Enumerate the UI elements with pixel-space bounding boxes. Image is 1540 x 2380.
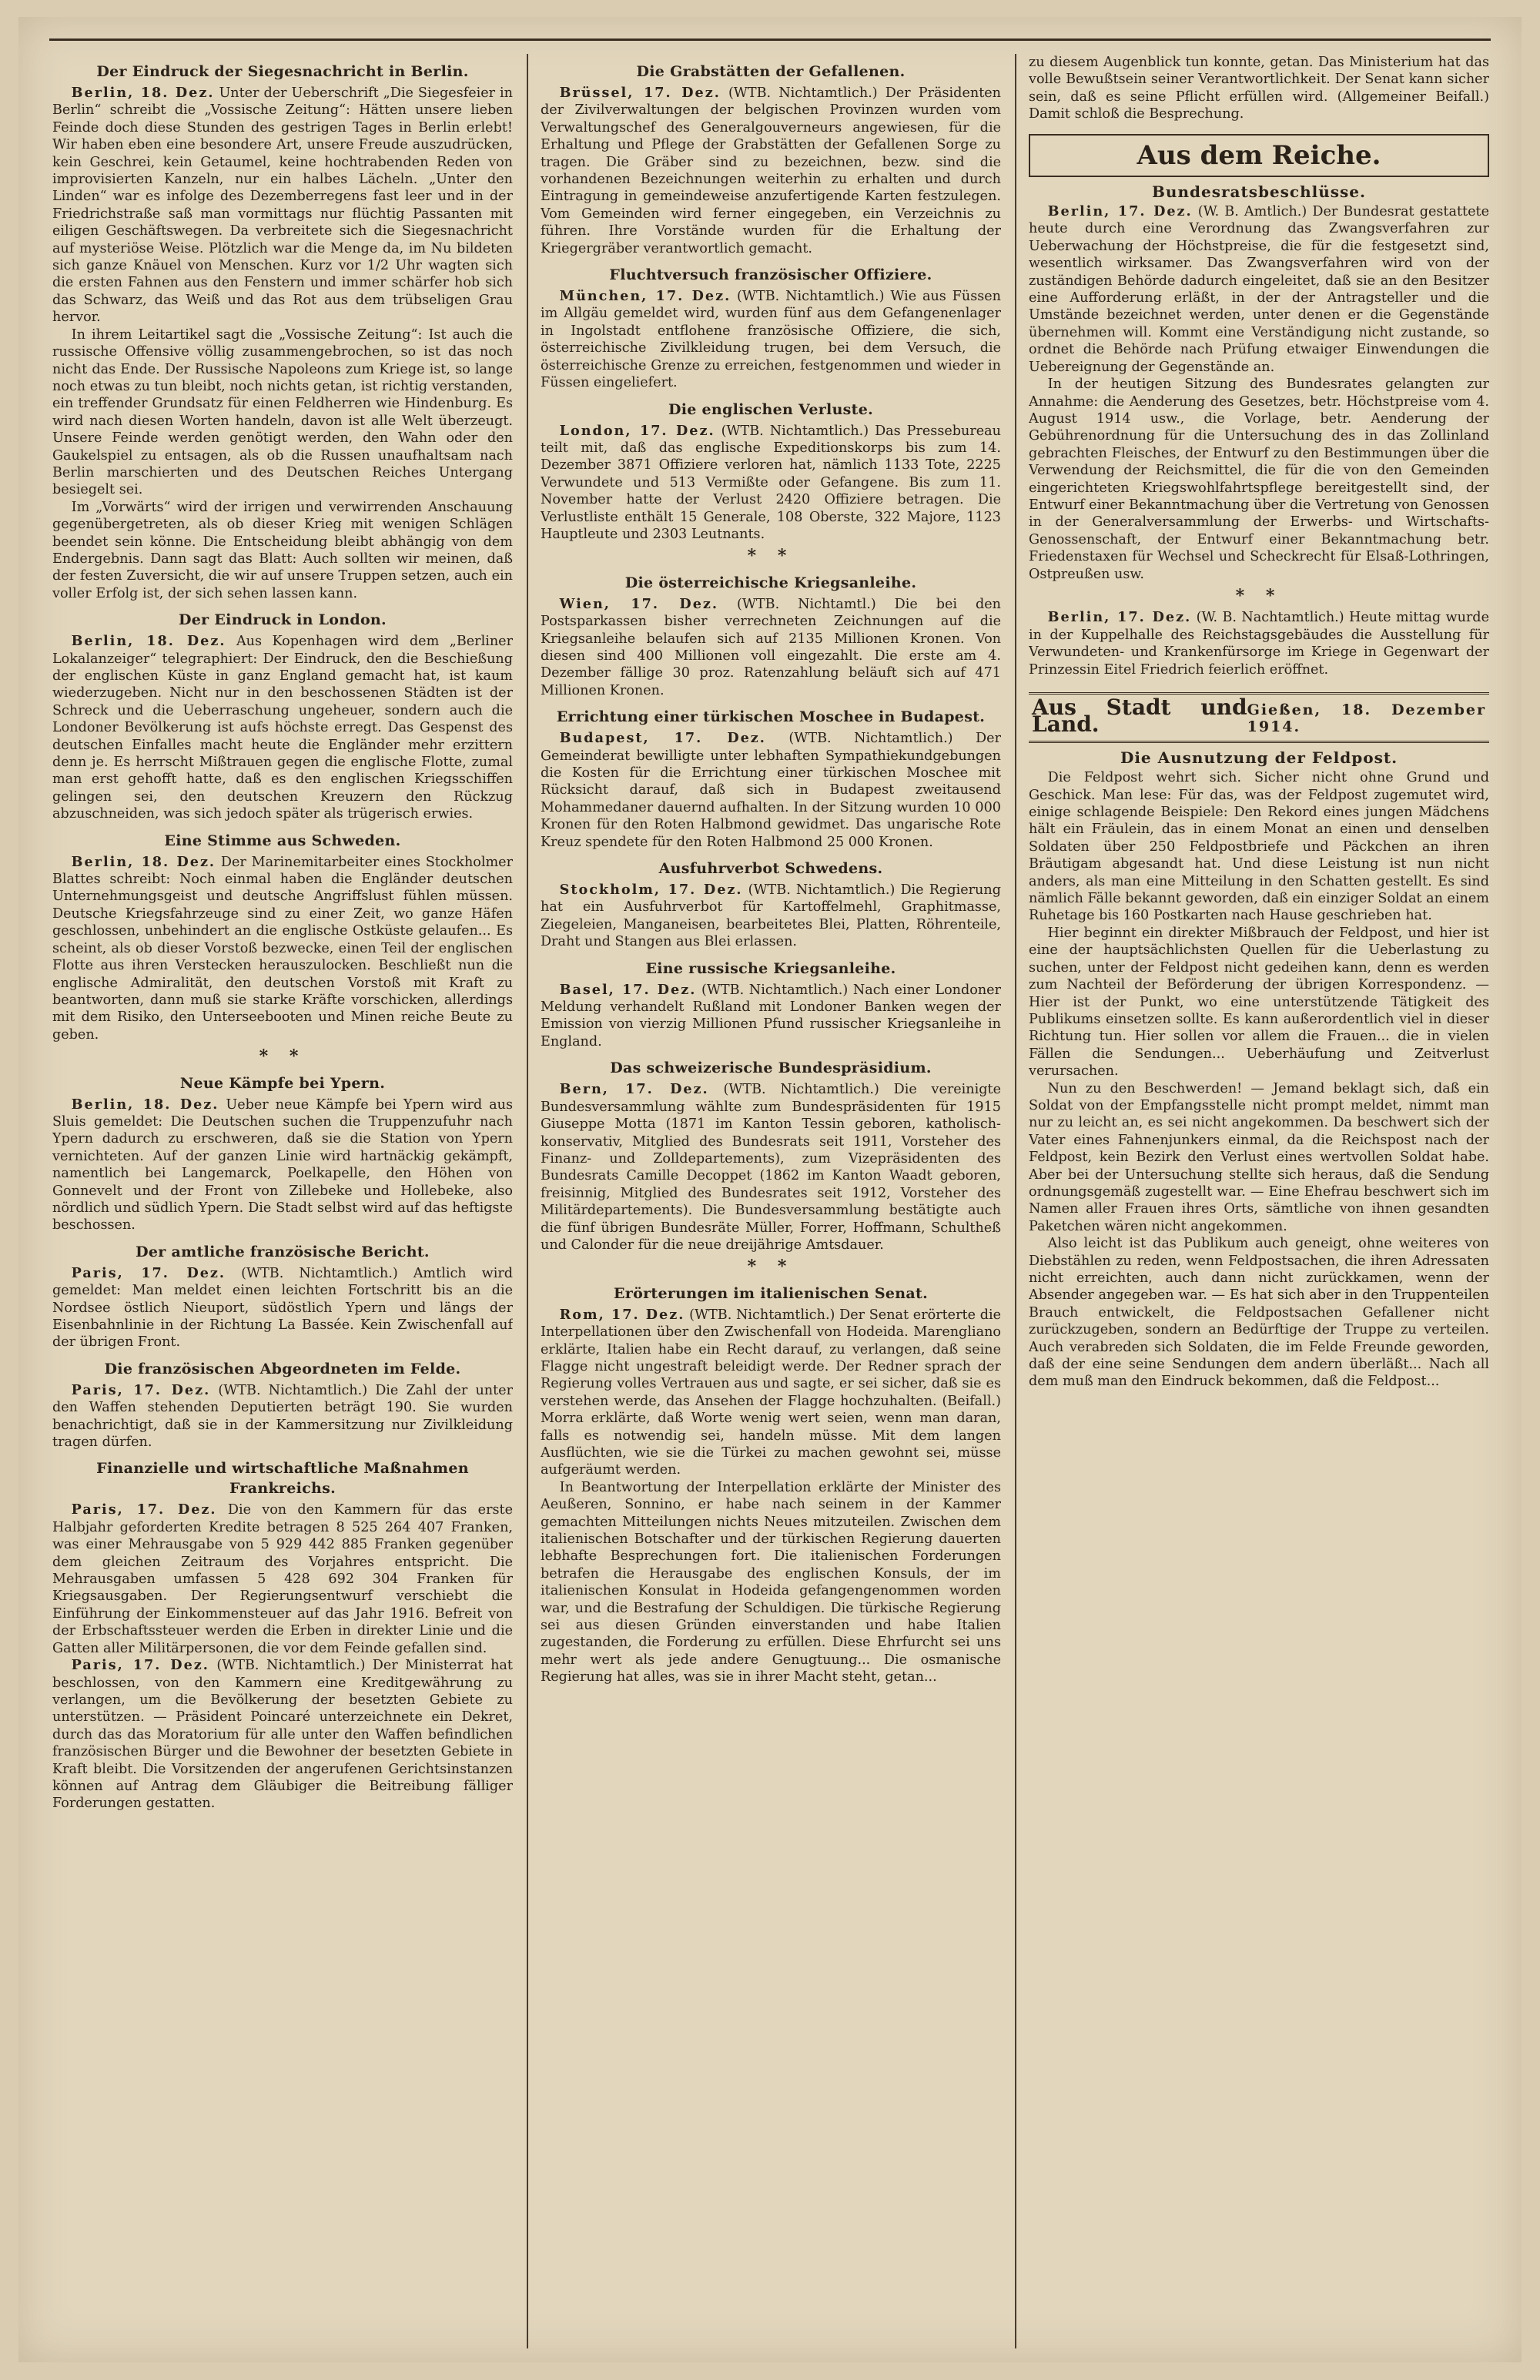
- column-divider: [527, 54, 528, 2348]
- article-body: [541, 85, 1001, 257]
- article-headline: Eine Stimme aus Schweden.: [164, 832, 401, 849]
- article-headline: Das schweizerische Bundespräsidium.: [610, 1059, 932, 1077]
- article-text: Die von den Kammern für das erste Halbjahr geforderten Kredite betragen 8 525 264 407 Franken, was einer Mehrausgabe von 5 929 442 885 Franken gegenüber dem gleichen Zeitraum des Vorjahres entspricht. Die Mehrausgaben umfassen 5 428 692 304 Franken für Kriegsausgaben. Der Regierungsentwurf verschiebt die Einführung der Einkommensteuer auf das Jahr 1916. Befreit von der Erbschaftssteuer werden die Erben in direkter Linie und die Gatten aller Militärpersonen, die vor dem Feinde gefallen sind.: [52, 1502, 513, 1656]
- article-text: (WTB. Nichtamtlich.) Nach einer Londoner Meldung verhandelt Rußland mit Londoner Banken wegen der Emission von vierzig Millionen Pfund russischer Kriegsanleihe in England.: [541, 982, 1001, 1049]
- article-text: (WTB. Nichtamtlich.) Das Pressebureau teilt mit, daß das englische Expeditionskorps bis zum 14. Dezember 3871 Offiziere verloren hat, nämlich 1133 Tote, 2225 Verwundete und 513 Vermißte oder Gefangene. Bis zum 11. November hatte der Verlust 2420 Offiziere betragen. Die Verlustliste enthält 15 Generale, 108 Oberste, 322 Majore, 1123 Hauptleute und 2303 Leutnants.: [541, 423, 1001, 542]
- dateline: Rom, 17. Dez.: [559, 1306, 685, 1323]
- article-body: [52, 1657, 513, 1813]
- article-body: zu diesem Augenblick tun konnte, getan. Das Ministerium hat das volle Bewußtsein seiner Verantwortlichkeit. Der Senat kann sicher sein, daß es seine Pflicht erfüllen wird. (Allgemeiner Beifall.) Damit schloß die Besprechung.: [1029, 55, 1489, 122]
- dateline: Wien, 17. Dez.: [559, 595, 718, 612]
- article-text: (WTB. Nichtamtlich.) Der Ministerrat hat beschlossen, von den Kammern eine Kreditgewährung zu verlangen, um die Bevölkerung der besetzten Gebiete zu unterstützen. — Präsident Poincaré unterzeichnete ein Dekret, durch das das Moratorium für alle unter den Waffen befindlichen französischen Bürger und die Bewohner der besetzten Gebiete in Kraft bleibt. Die Vorsitzenden der angerufenen Gerichtsinstanzen können auf Antrag dem Gläubiger die Beitreibung fälliger Forderungen gestatten.: [52, 1658, 513, 1812]
- dateline: Berlin, 18. Dez.: [71, 1096, 219, 1113]
- article-text: (WTB. Nichtamtlich.) Wie aus Füssen im Allgäu gemeldet wird, wurden fünf aus dem Gefangenenlager in Ingolstadt entflohene französische Offiziere, die sich, österreichische Zivilkleidung trugen, bei dem Versuch, die österreichische Grenze zu erreichen, festgenommen und wieder in Füssen eingeliefert.: [541, 289, 1001, 391]
- article-body: [52, 633, 513, 822]
- dateline: Berlin, 18. Dez.: [71, 853, 216, 870]
- article-body: [541, 423, 1001, 544]
- article-body: Also leicht ist das Publikum auch geneigt, ohne weiteres von Diebstählen zu reden, wenn Feldpostsachen, die ihren Adressaten nicht erreichten, auch dann nicht zurückkamen, wenn der Absender angegeben war. — Es hat sich aber in den Truppenteilen Brauch entwickelt, die Feldpostsachen Gefallener nicht zurückzugeben, sondern an Bedürftige der Truppe zu verteilen. Auch verabreden sich Soldaten, die im Felde Freunde geworden, daß der eine seine Sendungen dem andern überläßt... Nach all dem muß man den Eindruck bekommen, daß die Feldpost...: [1029, 1236, 1489, 1390]
- article-headline: Eine russische Kriegsanleihe.: [645, 959, 896, 977]
- article-text: (W. B. Nachtamtlich.) Heute mittag wurde in der Kuppelhalle des Reichstagsgebäudes die Ausstellung für Verwundeten- und Krankenfürsorge im Kriege in Gegenwart der Prinzessin Eitel Friedrich feierlich eröffnet.: [1029, 610, 1489, 678]
- article-text: (WTB. Nichtamtlich.) Die Zahl der unter den Waffen stehenden Deputierten beträgt 190. Sie wurden benachrichtigt, daß sie in der Kammersitzung nur Zivilkleidung tragen dürfen.: [52, 1382, 513, 1451]
- dateline: Stockholm, 17. Dez.: [559, 882, 743, 899]
- section-title-stadt: Aus Stadt und Land.: [1032, 695, 1247, 738]
- article-headline: Neue Kämpfe bei Ypern.: [179, 1074, 386, 1092]
- article-headline: Ausfuhrverbot Schwedens.: [658, 860, 883, 878]
- article-body: Nun zu den Beschwerden! — Jemand beklagt sich, daß ein Soldat von der Empfangsstelle nicht prompt meldet, nimmt man nur zu leicht an, es sei nicht angekommen. Da beschwert sich der Vater eines Fahnenjunkers einmal, da die Reichspost nach der Feldpost, kein Bezirk den Verlust eines wertvollen Soldat habe. Aber bei der Untersuchung stellte sich heraus, daß die Sendung ordnungsgemäß zugestellt war. — Eine Ehefrau beschwert sich im Namen aller Frauen ihres Orts, sämtliche von ihnen gesandten Paketchen wären nicht angekommen.: [1029, 1080, 1489, 1234]
- article-text: (WTB. Nichtamtl.) Die bei den Postsparkassen bisher verrechneten Zeichnungen auf die Kriegsanleihe belaufen sich auf 2135 Millionen Kronen. Von diesen sind 400 Millionen voll eingezahlt. Die erste am 4. Dezember fällige 30 proz. Ratenzahlung beläuft sich auf 471 Millionen Kronen.: [541, 596, 1001, 698]
- article-headline: Der Eindruck in London.: [179, 611, 387, 629]
- article-body: [541, 1307, 1001, 1479]
- article-headline: Finanzielle und wirtschaftliche Maßnahmen Frankreichs.: [96, 1460, 469, 1498]
- article-body: [52, 85, 513, 326]
- dateline: Paris, 17. Dez.: [71, 1657, 209, 1674]
- dateline: Berlin, 17. Dez.: [1047, 609, 1192, 626]
- article-headline: Die französischen Abgeordneten im Felde.: [104, 1360, 461, 1377]
- column-divider: [1015, 54, 1016, 2348]
- article-body: In Beantwortung der Interpellation erklärte der Minister des Aeußeren, Sonnino, er habe nach seinem in der Kammer gemachten Mitteilungen nichts Neues mitzuteilen. Zwischen dem italienischen Botschafter und der türkischen Regierung dauerten lebhafte Besprechungen fort. Die italienischen Forderungen betrafen die Herausgabe des englischen Konsuls, der im italienischen Konsulat in Hodeida gefangengenommen worden war, und die Bestrafung der Schuldigen. Die türkische Regierung sei aus diesen Gründen einverstanden und habe Italien zugestanden, die Forderung zu erfüllen. Diese Ehrfurcht sei uns mehr wert als jede andere Genugtuung... Die osmanische Regierung hat alles, was sie in ihrer Macht steht, getan...: [541, 1479, 1001, 1685]
- article-text: Aus Kopenhagen wird dem „Berliner Lokalanzeiger“ telegraphiert: Der Eindruck, den die Beschießung der englischen Küste in ganz England gemacht hat, ist kaum wiederzugeben. Nicht nur in den beschossenen Städten ist der Schreck und die Ueberraschung ungeheuer, sondern auch die Londoner Bevölkerung ist aufs höchste erregt. Das Gespenst des deutschen Einfalles macht heute die Engländer mehr erzittern denn je. Es herrscht Mißtrauen gegen die englische Flotte, zumal man erst gehofft hatte, daß es den englischen Kriegsschiffen gelingen sei, den deutschen Kreuzern den Rückzug abzuschneiden, was sich jedoch später als trügerisch erwies.: [52, 634, 513, 822]
- dateline: München, 17. Dez.: [559, 288, 732, 305]
- article-body: [52, 1501, 513, 1657]
- separator-stars: * *: [259, 1046, 306, 1067]
- article-body: Im „Vorwärts“ wird der irrigen und verwirrenden Anschauung gegenübergetreten, als ob dieser Krieg mit wenigen Schlägen beendet sein könne. Die Entscheidung bleibt abhängig von dem Endergebnis. Dann sagt das Blatt: Auch sollten wir meinen, daß der festen Zuversicht, die wir auf unsere Truppen setzen, auch ein voller Erfolg ist, der sich sehen lassen kann.: [52, 499, 513, 601]
- article-headline: Erörterungen im italienischen Senat.: [614, 1284, 928, 1302]
- article-text: (W. B. Amtlich.) Der Bundesrat gestattete heute durch eine Verordnung das Zwangsverfahren zur Ueberwachung der Höchstpreise, die für die festgesetzt sind, wesentlich wirksamer. Das Zwangsverfahren wird von der zuständigen Behörde dadurch eingeleitet, daß sie an den Besitzer eine Aufforderung erläßt, in der der Antragsteller und die Umstände bezeichnet werden, unter denen er die Gegenstände übernehmen will. Kommt eine Verständigung nicht zustande, so ordnet die Behörde nach Prüfung etwaiger Einwendungen die Uebereignung der Gegenstände an.: [1029, 204, 1489, 375]
- article-headline: Bundesratsbeschlüsse.: [1152, 182, 1366, 201]
- article-headline: Fluchtversuch französischer Offiziere.: [609, 266, 932, 284]
- article-text: (WTB. Nichtamtlich.) Amtlich wird gemeldet: Man meldet einen leichten Fortschritt bis an die Nordsee östlich Nieuport, südöstlich Ypern und längs der Eisenbahnlinie in der Richtung La Bassée. Kein Zwischenfall auf der übrigen Front.: [52, 1265, 513, 1351]
- separator-stars: * *: [747, 1257, 795, 1277]
- article-body: [541, 1081, 1001, 1254]
- column-2: [541, 54, 1001, 2348]
- dateline: Bern, 17. Dez.: [559, 1081, 709, 1098]
- section-bar-stadt: [1029, 692, 1489, 743]
- separator-stars: * *: [1235, 585, 1283, 606]
- dateline: Paris, 17. Dez.: [71, 1264, 226, 1281]
- article-body: [52, 1265, 513, 1351]
- article-text: (WTB. Nichtamtlich.) Die vereinigte Bundesversammlung wählte zum Bundespräsidenten für 1915 Giuseppe Motta (1871 im Kanton Tessin geboren, katholisch-konservativ, Mitglied des Bundesrats seit 1911, Vorsteher des Finanz- und Zolldepartements), zum Vizepräsidenten des Bundesrats Camille Decoppet (1862 im Kanton Waadt geboren, freisinnig, Mitglied des Bundesrates seit 1912, Vorsteher des Militärdepartements). Die Bundesversammlung bestätigte auch die fünf übrigen Bundesräte Müller, Forrer, Hoffmann, Schultheß und Calonder für die neue dreijährige Amtsdauer.: [541, 1082, 1001, 1253]
- dateline: Basel, 17. Dez.: [559, 981, 697, 998]
- article-text: (WTB. Nichtamtlich.) Der Senat erörterte die Interpellationen über den Zwischenfall von Hodeida. Marengliano erklärte, Italien habe ein Recht darauf, zu verlangen, daß seine Flagge nicht ungestraft beleidigt werde. Der Redner sprach der Regierung volles Vertrauen aus und sagte, er sei sicher, daß sie es verstehen werde, das Ansehen der Flagge hochzuhalten. (Beifall.) Morra erklärte, daß Worte wenig wert seien, wenn man daran, falls es notwendig sei, handeln müsse. Mit dem langen Ausflüchten, wie sie die Türkei zu machen gewohnt sei, müsse aufgeräumt werden.: [541, 1307, 1001, 1478]
- article-headline: Der amtliche französische Bericht.: [136, 1243, 430, 1260]
- top-rule: [49, 38, 1491, 41]
- article-headline: Errichtung einer türkischen Moschee in Budapest.: [556, 708, 986, 726]
- article-body: [52, 1096, 513, 1234]
- article-text: Unter der Ueberschrift „Die Siegesfeier in Berlin“ schreibt die „Vossische Zeitung“: Hätten unsere lieben Feinde doch diese Stunden des gestrigen Tages in Berlin erlebt! Wir haben eben eine besondere Art, unsere Freude auszudrücken, kein Geschrei, kein Getaumel, keine hochtrabenden Reden von improvisierten Kanzeln, nur ein halbes Lächeln. „Unter den Linden“ war es infolge des Dezemberregens fast leer und in der Friedrichstraße saß man vormittags nur flüchtig Passanten mit eiligen Geschäftswegen. Da verbreitete sich die Siegesnachricht auf mysteriöse Weise. Plötzlich war die Menge da, im Nu bildeten sich ganze Knäuel von Menschen. Kurz vor 1/2 Uhr wagten sich die ersten Fahnen aus den Fenstern und immer schärfer hob sich das Schwarz, das Weiß und das Rot aus dem trübseligen Grau hervor.: [52, 85, 513, 326]
- article-body: [541, 596, 1001, 699]
- article-headline: Die österreichische Kriegsanleihe.: [624, 574, 917, 591]
- article-headline: Der Eindruck der Siegesnachricht in Berlin.: [96, 63, 469, 80]
- article-body: [1029, 609, 1489, 678]
- dateline: Budapest, 17. Dez.: [559, 730, 766, 747]
- dateline: Brüssel, 17. Dez.: [559, 85, 721, 101]
- article-body: [1029, 203, 1489, 376]
- dateline: Paris, 17. Dez.: [71, 1381, 211, 1398]
- dateline: Berlin, 17. Dez.: [1047, 203, 1193, 220]
- article-text: Der Marinemitarbeiter eines Stockholmer Blattes schreibt: Noch einmal haben die Engländer deutschen Unternehmungsgeist und deutsche Angriffslust fühlen müssen. Deutsche Kriegsfahrzeuge sind zu einer Zeit, wo ganze Häfen geschlossen, unbehindert an die englische Ostküste gelaufen... Es scheint, als ob dieser Vorstoß bezwecke, einen Teil der englischen Flotte aus ihren Verstecken herauszulocken. Beschließt nun die englische Admiralität, den deutschen Vorstoß mit Kraft zu beantworten, dann muß sie starke Kräfte vorschicken, allerdings mit dem Risiko, den Unterseebooten und Minen reiche Beute zu geben.: [52, 854, 513, 1043]
- section-date: Gießen, 18. Dezember 1914.: [1247, 701, 1486, 736]
- article-text: (WTB. Nichtamtlich.) Der Gemeinderat bewilligte unter lebhaften Sympathiekundgebungen die Kosten für die Errichtung einer türkischen Moschee mit Rücksicht darauf, daß sich in Budapest zweitausend Mohammedaner dauernd aufhalten. In der Sitzung wurden 10 000 Kronen für den Roten Halbmond gewidmet. Das ungarische Rote Kreuz spendete für den Roten Halbmond 25 000 Kronen.: [541, 731, 1001, 850]
- article-body: [541, 982, 1001, 1051]
- dateline: Paris, 17. Dez.: [71, 1501, 217, 1518]
- article-body: [541, 882, 1001, 951]
- article-body: In ihrem Leitartikel sagt die „Vossische Zeitung“: Ist auch die russische Offensive völlig zusammengebrochen, so ist das noch nicht das Ende. Der Russische Napoleons zum Kriege ist, so lange noch etwas zu tun bleibt, noch nichts getan, ist richtig verstanden, ein treffender Grundsatz für einen Feldherren wie Hindenburg. Es wird nach diesen Worten handeln, davon ist alle Welt überzeugt. Unsere Feinde werden genötigt werden, den Wahn oder den Gaukelspiel zu entsagen, als ob die Russen unaufhaltsam nach Berlin marschierten und des Deutschen Reiches Untergang besiegelt sei.: [52, 326, 513, 498]
- separator-stars: * *: [747, 546, 795, 567]
- article-body: [52, 1382, 513, 1451]
- section-title-reiche: Aus dem Reiche.: [1029, 134, 1489, 177]
- column-3: [1029, 54, 1489, 2348]
- dateline: London, 17. Dez.: [559, 422, 715, 439]
- article-headline: Die Grabstätten der Gefallenen.: [636, 63, 906, 80]
- article-body: [541, 730, 1001, 851]
- article-body: [541, 288, 1001, 391]
- article-text: Ueber neue Kämpfe bei Ypern wird aus Sluis gemeldet: Die Deutschen suchen die Truppenzufuhr nach Ypern dadurch zu erschweren, daß sie die Station von Ypern vernichteten. Auf der ganzen Linie wird hartnäckig gekämpft, namentlich bei Langemarck, Poelkapelle, den Höhen von Gonnevelt und der Front von Zillebeke und Hollebeke, also nördlich und südlich Ypern. Die Stadt selbst wird auf das heftigste beschossen.: [52, 1096, 513, 1234]
- dateline: Berlin, 18. Dez.: [71, 633, 226, 650]
- article-text: (WTB. Nichtamtlich.) Der Präsidenten der Zivilverwaltungen der belgischen Provinzen wurden vom Verwaltungschef des Generalgouverneurs angewiesen, für die Erhaltung und Pflege der Grabstätten der Gefallenen Sorge zu tragen. Die Gräber sind zu bezeichnen, bezw. sind die vorhandenen Bezeichnungen weiterhin zu erhalten und durch Eintragung in gemeindeweise anzufertigende Karten festzulegen. Vom Gemeinden wird ferner eingegeben, ein Verzeichnis zu führen. Ihre Vorstände wurden für die Erhaltung der Kriegergräber verantwortlich gemacht.: [541, 85, 1001, 256]
- article-body: Hier beginnt ein direkter Mißbrauch der Feldpost, und hier ist eine der hauptsächlichsten Quellen für die Ueberlastung zu suchen, unter der Feldpost nicht gedeihen kann, denn es werden zum Nachteil der Beförderung der übrigen Korrespondenz. — Hier ist der Punkt, wo eine unterstützende Tätigkeit des Publikums einsetzen sollte. Es kann außerordentlich viel in dieser Richtung tun. Hier sollen vor allem die Frauen... die in vielen Fällen die Sendungen... Ueberhäufung und Zeitverlust verursachen.: [1029, 925, 1489, 1080]
- dateline: Berlin, 18. Dez.: [71, 85, 215, 101]
- article-headline: Die englischen Verluste.: [668, 400, 874, 418]
- column-1: [52, 54, 513, 2348]
- article-headline: Die Ausnutzung der Feldpost.: [1120, 748, 1398, 767]
- article-body: [52, 854, 513, 1043]
- article-text: (WTB. Nichtamtlich.) Die Regierung hat ein Ausfuhrverbot für Kartoffelmehl, Graphitmasse, Ziegeleien, Manganeisen, bearbeitetes Blei, Platten, Röhrenteile, Draht und Stangen aus Blei erlassen.: [541, 882, 1001, 950]
- article-body: Die Feldpost wehrt sich. Sicher nicht ohne Grund und Geschick. Man lese: Für das, was der Feldpost zugemutet wird, einige schlagende Beispiele: Den Rekord eines jungen Mädchens hält ein Fräulein, das in einem Monat an einen und denselben Soldaten über 250 Feldpostbriefe und Päckchen an ihren Bräutigam abgesandt hat. Und diese Leistung ist nun nicht anders, als man eine Mitteilung in den Schatten gestellt. Es sind nämlich Fälle bekannt geworden, daß ein einziger Soldat an einem Ruhetage bis 160 Postkarten nach Hause geschrieben hat.: [1029, 770, 1489, 924]
- article-body: In der heutigen Sitzung des Bundesrates gelangten zur Annahme: die Aenderung des Gesetzes, betr. Höchstpreise vom 4. August 1914 usw., die Vorlage, betr. Aenderung der Gebührenordnung für die Untersuchung des in das Zollinland gebrachten Fleisches, der Entwurf zu den Bestimmungen über die Verwendung der Reichsmittel, die für die von den Gemeinden eingerichteten Kriegswohlfahrtspflege bereitgestellt sind, der Entwurf einer Bekanntmachung über die Vertretung von Genossen in der Generalversammlung der Erwerbs- und Wirtschafts-Genossenschaft, der Entwurf einer Bekanntmachung betr. Friedenstaxen für Wechsel und Scheckrecht für Elsaß-Lothringen, Ostpreußen usw.: [1029, 377, 1489, 582]
- newspaper-page: [18, 17, 1522, 2362]
